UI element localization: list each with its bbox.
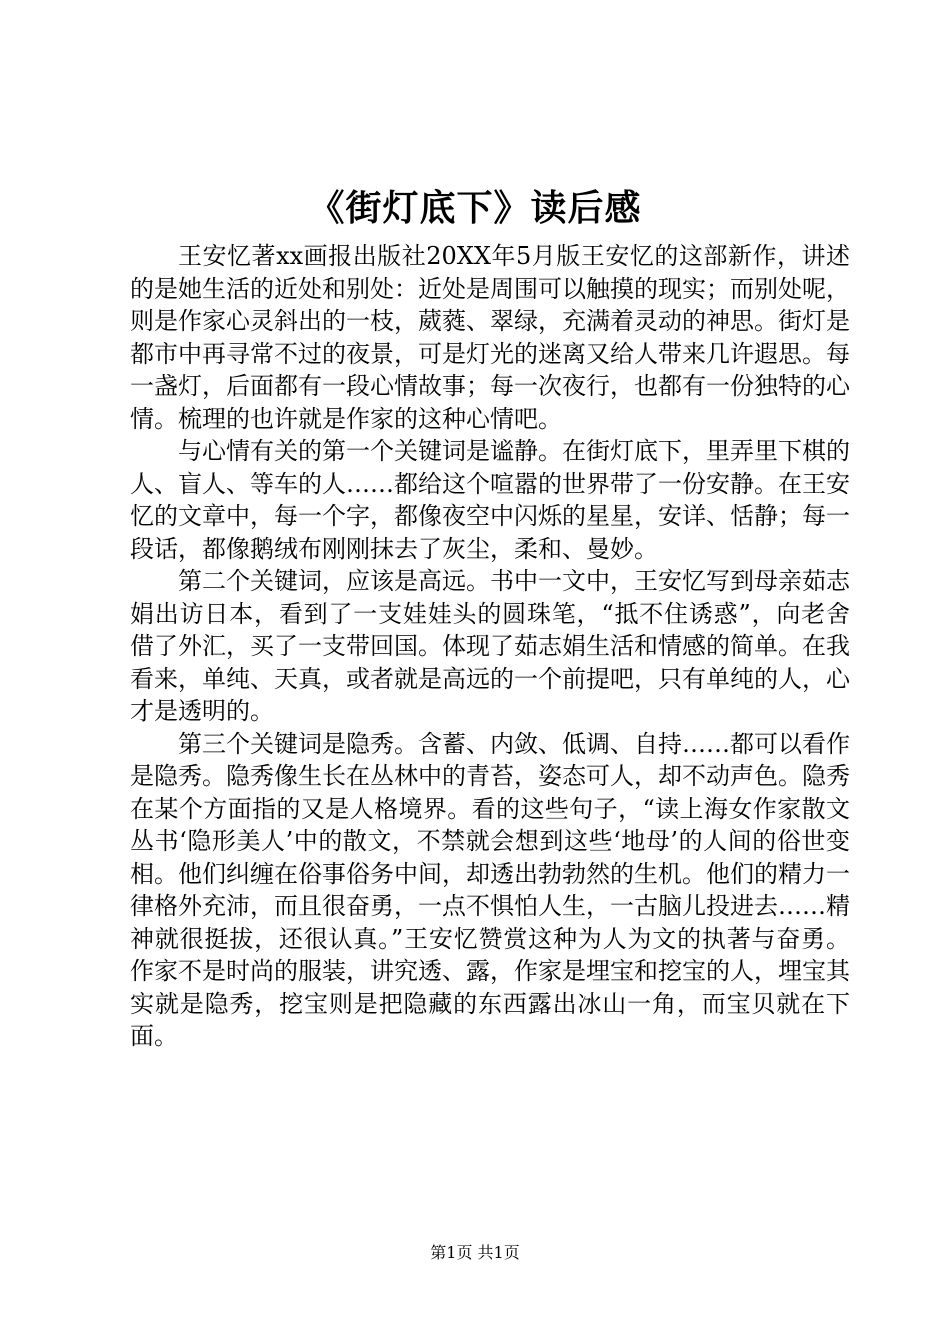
paragraph-4: 第三个关键词是隐秀。含蓄、内敛、低调、自持……都可以看作是隐秀。隐秀像生长在丛林中的青苔，姿态可人，却不动声色。隐秀在某个方面指的又是人格境界。看的这些句子，“读上海女作家散文丛书‘隐形美人’中的散文，不禁就会想到这些‘地母’的人间的俗世变相。他们纠缠在俗事俗务中间，却透出勃勃然的生机。他们的精力一律格外充沛，而且很奋勇，一点不惧怕人生，一古脑儿投进去……精神就很挺拔，还很认真。”王安忆赞赏这种为人为文的执著与奋勇。作家不是时尚的服装，讲究透、露，作家是埋宝和挖宝的人，埋宝其实就是隐秀，挖宝则是把隐藏的东西露出冰山一角，而宝贝就在下面。 (130, 729, 850, 1050)
page-footer: 第1页 共1页 (430, 1243, 520, 1262)
paragraph-2: 与心情有关的第一个关键词是谧静。在街灯底下，里弄里下棋的人、盲人、等车的人……都给这个喧嚣的世界带了一份安静。在王安忆的文章中，每一个字，都像夜空中闪烁的星星，安详、恬静；每一段话，都像鹅绒布刚刚抹去了灰尘，柔和、曼妙。 (130, 437, 850, 563)
paragraph-3: 第二个关键词，应该是高远。书中一文中，王安忆写到母亲茹志娟出访日本，看到了一支娃娃头的圆珠笔，“抵不住诱惑”，向老舍借了外汇，买了一支带回国。体现了茹志娟生活和情感的简单。在我看来，单纯、天真，或者就是高远的一个前提吧，只有单纯的人，心才是透明的。 (130, 567, 850, 725)
paragraph-1: 王安忆著xx画报出版社20XX年5月版王安忆的这部新作，讲述的是她生活的近处和别处：近处是周围可以触摸的现实；而别处呢，则是作家心灵斜出的一枝，葳蕤、翠绿，充满着灵动的神思。街灯是都市中再寻常不过的夜景，可是灯光的迷离又给人带来几许遐思。每一盏灯，后面都有一段心情故事；每一次夜行，也都有一份独特的心情。梳理的也许就是作家的这种心情吧。 (130, 242, 850, 433)
document-title: 《街灯底下》读后感 (308, 187, 642, 229)
document-body (130, 240, 850, 1053)
